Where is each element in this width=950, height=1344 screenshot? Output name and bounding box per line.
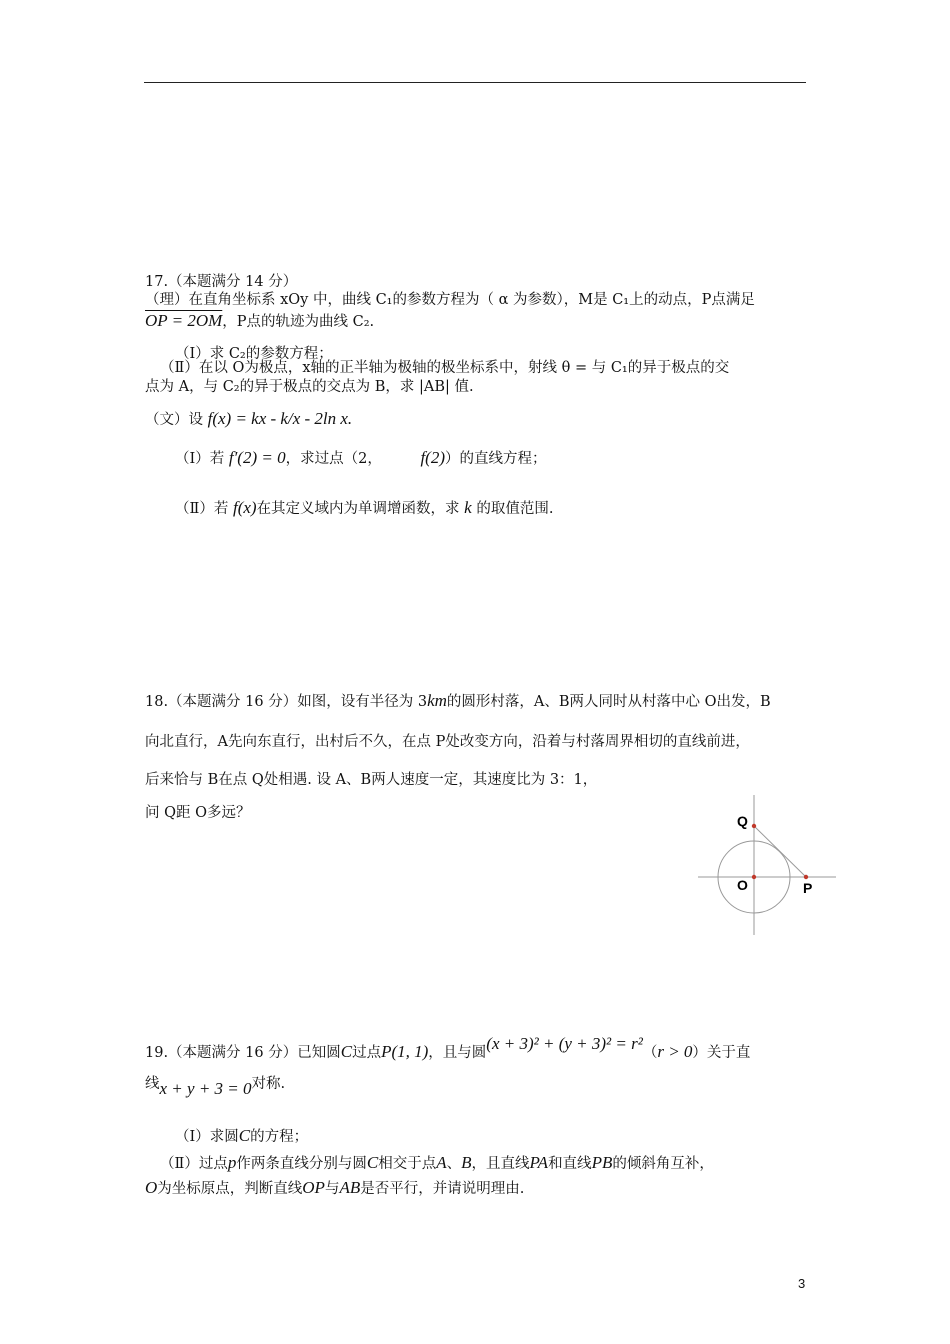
p19-q3-b: 与 [324,1181,340,1197]
p19-q3 [145,1176,524,1201]
p17-wen-q2 [175,496,553,521]
p19-circle-c: C [340,1042,353,1061]
p19-q2-b: 作两条直线分别与圆 [236,1156,367,1172]
p19-q3-O: O [145,1178,158,1197]
p17-wen-q1-end: ）的直线方程； [444,451,547,467]
p19-q3-AB: AB [339,1178,361,1197]
p19-q3-a: 为坐标原点，判断直线 [157,1181,303,1197]
p19-q1-c: C [238,1126,251,1145]
label-p: P [803,880,813,896]
p18-line1 [145,691,771,712]
p17-wen-q2-mid: 在其定义域内为单调增函数，求 [256,501,460,517]
p19-q2-c-text: 相交于点 [378,1156,437,1172]
tangent-line [754,826,806,877]
p19-point-p: P(1, 1) [381,1042,429,1061]
p17-wen-q2-k: k [464,498,472,517]
p19-q2-f: 的倾斜角互补， [612,1156,714,1172]
p19-line1-a: 19.（本题满分 16 分）已知圆 [145,1045,341,1061]
p19-line1-b: 过点 [352,1045,382,1061]
label-o: O [737,877,748,893]
p17-wen-function: f(x) = kx - k/x - 2ln x. [207,409,353,428]
p17-li-line1: （理）在直角坐标系 xOy 中，曲线 C₁的参数方程为（ α 为参数），M是 C₁上的动点，P点满足 [145,292,755,308]
p17-header: 17.（本题满分 14 分） [145,274,298,290]
p19-q2 [160,1151,714,1176]
p19-q1-a: （Ⅰ）求圆 [175,1129,239,1145]
p18-diagram [695,795,840,937]
p19-q2-c: C [366,1153,379,1172]
p17-li-q2-line1: （Ⅱ）在以 O为极点，x轴的正半轴为极轴的极坐标系中，射线 θ = 与 C₁的异于极点的交 [160,360,730,376]
p19-circle-eq: (x + 3)² + (y + 3)² = r² [486,1034,643,1053]
p17-li-line2 [145,311,374,332]
p19-q3-c: 是否平行，并请说明理由. [360,1181,525,1197]
p18-line2: 向北直行，A先向东直行，出村后不久，在点 P处改变方向，沿着与村落周界相切的直线前进， [145,734,750,750]
p19-q2-d: ，且直线 [471,1156,530,1172]
p17-wen-line [145,404,352,435]
page-number: 3 [798,1276,806,1291]
p19-q2-PB: PB [591,1153,613,1172]
p17-wen-prefix: （文）设 [145,412,203,428]
p19-q2-PA: PA [529,1153,549,1172]
p19-q3-OP: OP [302,1178,325,1197]
p19-line1 [145,1034,751,1065]
p18-line3: 后来恰与 B在点 Q处相遇. 设 A、B两人速度一定，其速度比为 3：1， [145,772,598,788]
point-q [752,824,756,828]
p18-line4: 问 Q距 O多远？ [145,805,251,821]
p17-wen-q2-end: 的取值范围. [476,501,554,517]
p17-wen-q1-prefix: （Ⅰ）若 [175,451,225,467]
p18-line1-a: 18.（本题满分 16 分）如图，设有半径为 3 [145,694,428,710]
p19-line1-d: （ [642,1045,658,1061]
p19-line-eq: x + y + 3 = 0 [159,1079,252,1098]
point-o [752,875,756,879]
p19-q1 [175,1124,308,1149]
p19-q1-b: 的方程； [250,1129,309,1145]
p19-q2-a: （Ⅱ）过点 [160,1156,228,1172]
p17-wen-q1-mid: ，求过点（2， [285,451,382,467]
p19-q2-p: p [227,1153,237,1172]
header-rule [144,82,806,83]
p18-unit: km [427,691,447,710]
p17-li-line2-text: ，P点的轨迹为曲线 C₂. [222,314,375,330]
p19-q2-e: 和直线 [548,1156,592,1172]
p17-wen-q2-f: f(x) [232,498,257,517]
p17-vector-eq: OP = 2OM [145,311,223,330]
p19-q2-A: A [436,1153,447,1172]
point-p [804,875,808,879]
p17-wen-q1 [175,446,546,471]
p17-wen-q1-point: f(2) [420,448,445,467]
p19-line2-a: 线 [145,1076,160,1092]
p19-q2-B: B [461,1153,472,1172]
p17-li-q1: （Ⅰ）求 C₂的参数方程； [175,346,333,362]
p19-line2-b: 对称. [251,1076,286,1092]
p17-li-q2-line2: 点为 A，与 C₂的异于极点的交点为 B，求 |AB| 值. [145,379,474,395]
p17-wen-q2-prefix: （Ⅱ）若 [175,501,229,517]
p19-line1-e: ）关于直 [692,1045,751,1061]
p19-line1-c: ，且与圆 [428,1045,487,1061]
label-q: Q [737,813,748,829]
p19-line2 [145,1077,285,1102]
p19-r-cond: r > 0 [657,1042,693,1061]
p19-q2-sep: 、 [446,1156,462,1172]
p17-wen-q1-cond: f′(2) = 0 [228,448,286,467]
p18-line1-b: 的圆形村落，A、B两人同时从村落中心 O出发，B [446,694,771,710]
